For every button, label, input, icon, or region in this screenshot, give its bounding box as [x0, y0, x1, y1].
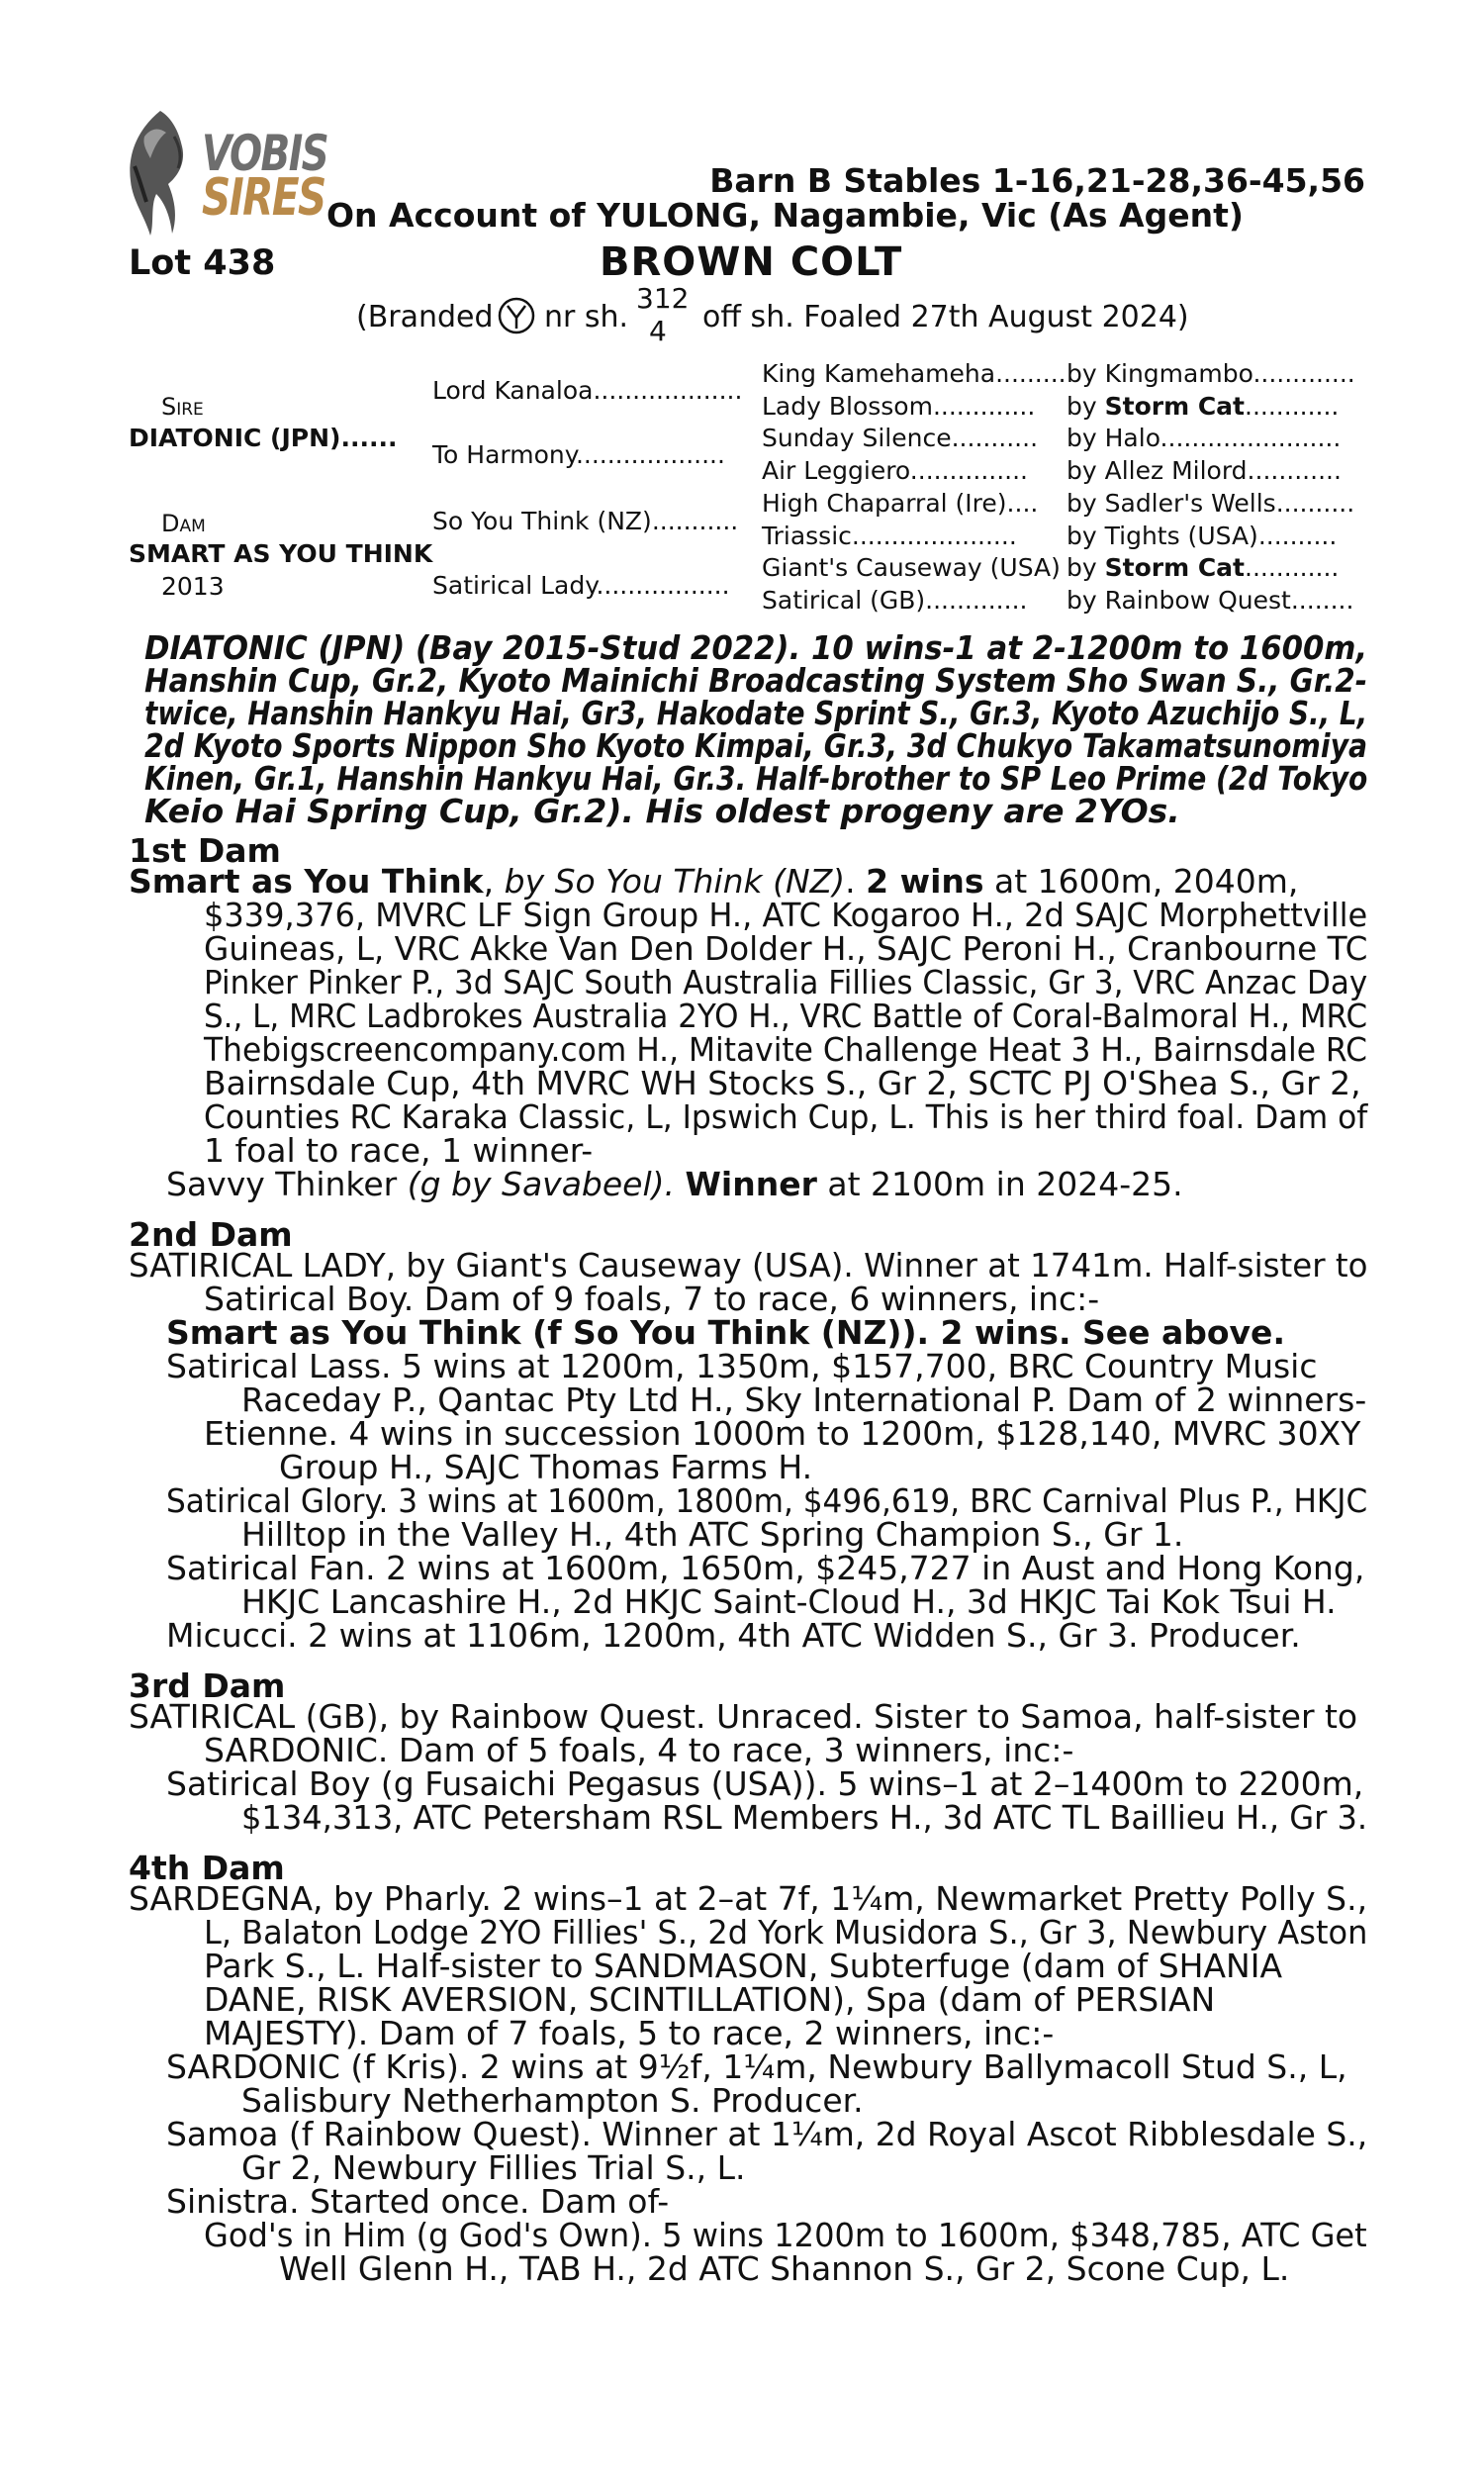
ped-gen3-7: Giant's Causeway (USA) [762, 553, 1061, 582]
ped-gen4-7: by Storm Cat............ [1067, 553, 1340, 582]
ped-gen3-6: Triassic..................... [762, 522, 1017, 550]
second-dam-line: Satirical Fan. 2 wins at 1600m, 1650m, $245,727 in Aust and Hong Kong, [166, 1549, 1365, 1587]
ped-gen2-3: So You Think (NZ)........... [432, 507, 739, 535]
first-dam-line: $339,376, MVRC LF Sign Group H., ATC Kogaroo H., 2d SAJC Morphettville [204, 896, 1368, 934]
second-dam-line: Satirical Lass. 5 wins at 1200m, 1350m, $157,700, BRC Country Music [166, 1347, 1318, 1385]
logo-word-sires: SIRES [202, 168, 325, 228]
lot-title: BROWN COLT [600, 239, 903, 285]
fourth-dam-line: Gr 2, Newbury Fillies Trial S., L. [241, 2148, 746, 2187]
sire-record-line: Hanshin Cup, Gr.2, Kyoto Mainichi Broadcasting System Sho Swan S., Gr.2- [144, 661, 1367, 700]
first-dam-line: Thebigscreencompany.com H., Mitavite Challenge Heat 3 H., Bairnsdale RC [204, 1030, 1367, 1069]
ped-gen2-2: To Harmony................... [432, 440, 725, 469]
ped-gen4-3: by Halo....................... [1067, 424, 1342, 452]
third-dam-line: Satirical Boy (g Fusaichi Pegasus (USA)). 5 wins–1 at 2–1400m to 2200m, [166, 1764, 1364, 1803]
ped-gen3-3: Sunday Silence........... [762, 424, 1039, 452]
second-dam-line: Smart as You Think (f So You Think (NZ)). 2 wins. See above. [166, 1313, 1285, 1352]
logo-word-vobis: VOBIS [202, 125, 328, 182]
second-dam-heading: 2nd Dam [129, 1215, 293, 1254]
sire-name: DIATONIC (JPN)...... [129, 424, 398, 452]
brand-fraction-top: 312 [636, 282, 690, 315]
fourth-dam-line: God's in Him (g God's Own). 5 wins 1200m to 1600m, $348,785, ATC Get [204, 2216, 1367, 2254]
ped-gen4-8: by Rainbow Quest........ [1067, 586, 1354, 615]
ped-gen3-1: King Kamehameha......... [762, 359, 1067, 388]
third-dam-heading: 3rd Dam [129, 1666, 286, 1705]
second-dam-line: SATIRICAL LADY, by Giant's Causeway (USA). Winner at 1741m. Half-sister to [129, 1246, 1368, 1285]
ped-gen4-6: by Tights (USA).......... [1067, 522, 1338, 550]
first-dam-progeny: Savvy Thinker (g by Savabeel). Winner at 2100m in 2024-25. [166, 1165, 1183, 1203]
ped-gen4-2: by Storm Cat............ [1067, 392, 1340, 421]
second-dam-line: Raceday P., Qantac Pty Ltd H., Sky International P. Dam of 2 winners- [241, 1380, 1367, 1419]
second-dam-line: Satirical Glory. 3 wins at 1600m, 1800m, $496,619, BRC Carnival Plus P., HKJC [166, 1481, 1368, 1520]
ped-gen3-4: Air Leggiero............... [762, 456, 1028, 485]
first-dam-line: S., L, MRC Ladbrokes Australia 2YO H., VRC Battle of Coral-Balmoral H., MRC [204, 997, 1368, 1035]
fourth-dam-line: Sinistra. Started once. Dam of- [166, 2182, 670, 2221]
ped-gen3-5: High Chaparral (Ire).... [762, 489, 1039, 518]
ped-gen4-1: by Kingmambo............. [1067, 359, 1355, 388]
brand-suffix: off sh. Foaled 27th August 2024) [702, 300, 1189, 334]
dam-name: SMART AS YOU THINK [129, 539, 433, 568]
vobis-sires-logo [121, 107, 328, 240]
first-dam-line: Pinker Pinker P., 3d SAJC South Australia Fillies Classic, Gr 3, VRC Anzac Day [204, 963, 1368, 1001]
ped-gen3-2: Lady Blossom............. [762, 392, 1036, 421]
sire-record-line: DIATONIC (JPN) (Bay 2015-Stud 2022). 10 wins-1 at 2-1200m to 1600m, [144, 628, 1368, 667]
fourth-dam-line: MAJESTY). Dam of 7 foals, 5 to race, 2 winners, inc:- [204, 2014, 1055, 2052]
second-dam-line: Micucci. 2 wins at 1106m, 1200m, 4th ATC Widden S., Gr 3. Producer. [166, 1616, 1301, 1655]
first-dam-line: Guineas, L, VRC Akke Van Den Dolder H., SAJC Peroni H., Cranbourne TC [204, 929, 1368, 968]
ped-gen2-4: Satirical Lady................. [432, 571, 730, 600]
first-dam-line: Bairnsdale Cup, 4th MVRC WH Stocks S., Gr 2, SCTC PJ O'Shea S., Gr 2, [204, 1064, 1361, 1102]
first-dam-line: Counties RC Karaka Classic, L, Ipswich Cup, L. This is her third foal. Dam of [204, 1097, 1368, 1136]
second-dam-line: Etienne. 4 wins in succession 1000m to 1200m, $128,140, MVRC 30XY [204, 1414, 1361, 1453]
ped-gen4-4: by Allez Milord............ [1067, 456, 1342, 485]
sire-record-line: Kinen, Gr.1, Hanshin Hankyu Hai, Gr.3. Half-brother to SP Leo Prime (2d Tokyo [144, 759, 1368, 798]
fourth-dam-line: Samoa (f Rainbow Quest). Winner at 1¼m, 2d Royal Ascot Ribblesdale S., [166, 2115, 1368, 2153]
second-dam-line: Hilltop in the Valley H., 4th ATC Spring Champion S., Gr 1. [241, 1515, 1184, 1554]
ped-gen2-1: Lord Kanaloa................... [432, 376, 743, 405]
sire-record-line: Keio Hai Spring Cup, Gr.2). His oldest progeny are 2YOs. [144, 792, 1180, 830]
sire-record-line: 2d Kyoto Sports Nippon Sho Kyoto Kimpai, Gr.3, 3d Chukyo Takamatsunomiya [144, 726, 1368, 765]
fourth-dam-line: Salisbury Netherhampton S. Producer. [241, 2081, 864, 2120]
fourth-dam-line: Park S., L. Half-sister to SANDMASON, Subterfuge (dam of SHANIA [204, 1947, 1283, 1985]
fourth-dam-line: SARDONIC (f Kris). 2 wins at 9½f, 1¼m, Newbury Ballymacoll Stud S., L, [166, 2047, 1347, 2086]
dam-year: 2013 [161, 572, 225, 601]
sire-label: Sire [161, 393, 204, 421]
fourth-dam-line: Well Glenn H., TAB H., 2d ATC Shannon S., Gr 2, Scone Cup, L. [279, 2249, 1290, 2288]
vendor-account: On Account of YULONG, Nagambie, Vic (As Agent) [326, 196, 1244, 235]
first-dam-line: 1 foal to race, 1 winner- [204, 1131, 594, 1170]
fourth-dam-line: DANE, RISK AVERSION, SCINTILLATION), Spa (dam of PERSIAN [204, 1980, 1216, 2019]
fourth-dam-heading: 4th Dam [129, 1849, 285, 1887]
fourth-dam-line: L, Balaton Lodge 2YO Fillies' S., 2d York Musidora S., Gr 3, Newbury Aston [204, 1913, 1368, 1951]
second-dam-line: HKJC Lancashire H., 2d HKJC Saint-Cloud H., 3d HKJC Tai Kok Tsui H. [241, 1582, 1337, 1621]
ped-gen3-8: Satirical (GB)............. [762, 586, 1028, 615]
first-dam-line-1: Smart as You Think, by So You Think (NZ). 2 wins at 1600m, 2040m, [129, 862, 1299, 901]
brand-near-shoulder: nr sh. [544, 300, 629, 334]
brand-prefix: (Branded [356, 300, 494, 334]
third-dam-line: SARDONIC. Dam of 5 foals, 4 to race, 3 winners, inc:- [204, 1731, 1074, 1769]
second-dam-line: Satirical Boy. Dam of 9 foals, 7 to race, 6 winners, inc:- [204, 1280, 1100, 1318]
horse-head-icon [121, 107, 200, 240]
second-dam-line: Group H., SAJC Thomas Farms H. [279, 1448, 813, 1486]
ped-gen4-5: by Sadler's Wells.......... [1067, 489, 1355, 518]
sire-record-line: twice, Hanshin Hankyu Hai, Gr3, Hakodate Sprint S., Gr.3, Kyoto Azuchijo S., L, [144, 694, 1368, 732]
barn-location: Barn B Stables 1-16,21-28,36-45,56 [709, 161, 1365, 200]
lot-number: Lot 438 [129, 243, 276, 283]
brand-mark-icon [497, 296, 536, 335]
third-dam-line: SATIRICAL (GB), by Rainbow Quest. Unraced. Sister to Samoa, half-sister to [129, 1697, 1358, 1736]
brand-fraction-bottom: 4 [649, 315, 667, 347]
third-dam-line: $134,313, ATC Petersham RSL Members H., 3d ATC TL Baillieu H., Gr 3. [241, 1798, 1368, 1837]
dam-label: Dam [161, 510, 206, 537]
fourth-dam-line: SARDEGNA, by Pharly. 2 wins–1 at 2–at 7f, 1¼m, Newmarket Pretty Polly S., [129, 1879, 1368, 1918]
first-dam-heading: 1st Dam [129, 831, 281, 870]
